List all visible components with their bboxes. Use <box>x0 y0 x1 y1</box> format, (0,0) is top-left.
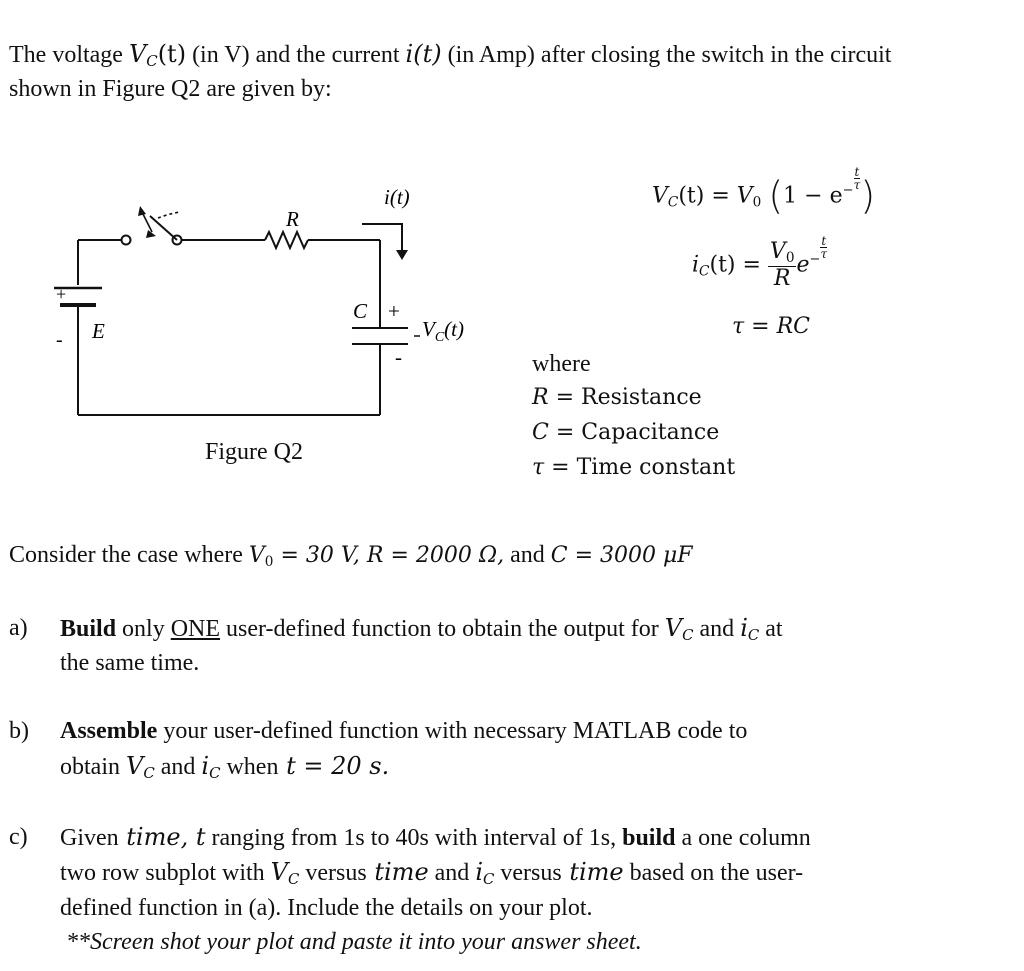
equation-tau: τ = RC <box>732 314 810 339</box>
intro-line-1: The voltage $V_C(t)$ (in V) and the current i(t) (in Amp) after closing the switch in the circuit <box>9 40 892 71</box>
capacitor-label: C <box>353 299 368 323</box>
question-a-line-2: the same time. <box>60 650 200 676</box>
question-b-line-2: obtain $V_C$ and $i_C$ when t = 20 s. <box>60 752 390 783</box>
question-c-label: c) <box>9 824 28 850</box>
switch-blade <box>150 216 177 240</box>
equation-vc: $V_C(t) = V_0$ ($1 - e^{- \frac{t}{\tau}}$ ) <box>652 165 876 218</box>
intro-line-2: shown in Figure Q2 are given by: <box>9 76 332 102</box>
current-arrow-line <box>362 224 402 252</box>
question-c-line-1: Given time, t ranging from 1s to 40s with interval of 1s, build a one column <box>60 823 811 851</box>
definition-r: R = Resistance <box>532 385 702 410</box>
question-c-note: **Screen shot your plot and paste it into your answer sheet. <box>66 929 642 955</box>
battery-plus: + <box>56 284 67 304</box>
vc-symbol: $V_C(t)$ <box>128 40 187 71</box>
question-b-label: b) <box>9 718 29 744</box>
equation-ic: $i_C(t)$ = $\frac{V_0}{R}$ $e^{- \frac{t}{\tau}}$ <box>692 234 828 291</box>
question-a-line-1: Build only ONE user-defined function to obtain the output for $V_C$ and $i_C$ at <box>60 614 783 645</box>
switch-contact-left <box>122 236 131 245</box>
figure-caption: Figure Q2 <box>205 439 303 465</box>
question-b-line-1: Assemble your user-defined function with necessary MATLAB code to <box>60 718 748 744</box>
resistor-label: R <box>286 207 299 231</box>
capacitor-minus: - <box>395 345 402 369</box>
definition-tau: τ = Time constant <box>532 455 736 480</box>
current-arrow-head <box>396 250 408 260</box>
definition-c: C = Capacitance <box>532 420 720 445</box>
source-label: E <box>92 319 105 343</box>
capacitor-plus: + <box>388 299 400 323</box>
switch-arc <box>158 212 180 218</box>
vc-label: $V_C(t)$ <box>422 317 464 345</box>
question-c-line-3: defined function in (a). Include the details on your plot. <box>60 895 593 921</box>
battery-minus: - <box>56 329 63 351</box>
switch-arrow-line <box>142 212 152 232</box>
i-symbol: i(t) <box>405 40 442 68</box>
circuit-diagram <box>40 170 510 470</box>
question-c-line-2: two row subplot with $V_C$ versus time and $i_C$ versus time based on the user- <box>60 858 804 889</box>
resistor-zigzag <box>265 232 308 248</box>
switch-arrow-head <box>138 206 146 216</box>
current-label: i(t) <box>384 185 410 209</box>
question-a-label: a) <box>9 615 28 641</box>
consider-line: Consider the case where $V_0 = 30$ V, R = 2000 Ω, and C = 3000 μF <box>9 542 693 570</box>
where-label: where <box>532 351 591 377</box>
